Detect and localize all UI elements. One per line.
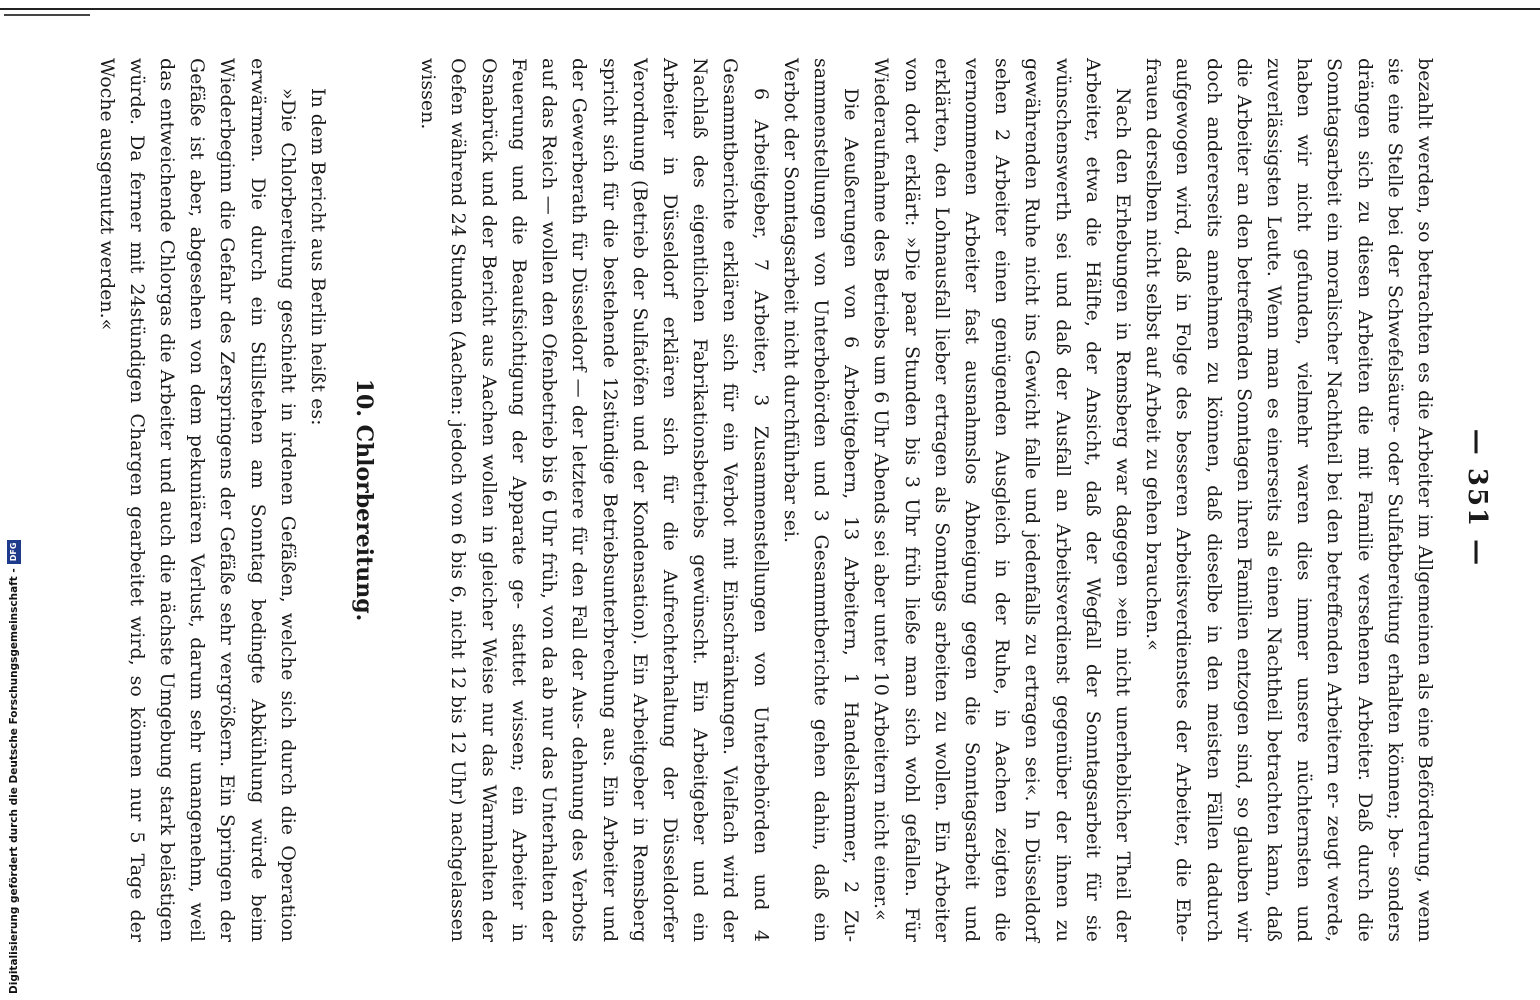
- credit-text: Digitalisierung gefördert durch die Deutsche Forschungsgemeinschaft -: [8, 568, 20, 994]
- dfg-logo: DFG: [7, 540, 21, 565]
- scanned-page: [70, 18, 1510, 978]
- section-heading: 10. Chlorbereitung.: [351, 378, 378, 622]
- section-quote: »Die Chlorbereitung geschieht in irdenen Gefäßen, welche sich durch die Operation erwärmen. Die durch ein Stillstehen am Sonntag bedingte Abkühlung würde beim Wiederbeginn die Gefahr des Zerspringens der Gefäße sehr vergrößern. Ein Springen der Gefäße ist aber, abgesehen von dem pekuniären Verlust, darum sehr unangenehm, weil das entweichende Chlorgas die Arbeiter und auch die nächste Umgebung stark belästigen würde. Da ferner mit 24stündigen Chargen gearbeitet wird, so können nur 5 Tage der Woche ausgenutzt werden.«: [95, 58, 299, 942]
- paragraph-2: Nach den Erhebungen in Remsberg war dagegen »ein nicht unerheblicher Theil der Arbeiter, etwa die Hälfte, der Ansicht, daß der Wegfall der Sonntagsarbeit für sie wünschenswerth sei und daß der Ausfall an Arbeitsverdienst gegenüber der ihnen zu gewährenden Ruhe nicht ins Gewicht falle und jedenfalls zu ertragen sei«. In Düsseldorf sehen 2 Arbeiter einen genügenden Ausgleich in der Ruhe, in Aachen zeigten die vernommenen Arbeiter fast ausnahmslos Abneigung gegen die Sonntagsarbeit und erklärten, den Lohnausfall lieber ertragen als Sonntags arbeiten zu wollen. Ein Arbeiter von dort erklärt: »Die paar Stunden bis 3 Uhr früh ließe man sich wohl gefallen. Für Wiederaufnahme des Betriebs um 6 Uhr Abends sei aber unter 10 Arbeitern nicht einer.«: [870, 58, 1134, 942]
- paragraph-4: 6 Arbeitgeber, 7 Arbeiter, 3 Zusammenstellungen von Unterbehörden und 4 Gesammtberichte erklären sich für ein Verbot mit Einschränkungen. Vielfach wird der Nachlaß des eigentlichen Fabrikationsbetriebs gewünscht. Ein Arbeitgeber und ein Arbeiter in Düsseldorf erklären sich für die Aufrechterhaltung der Düsseldorfer Verordnung (Betrieb der Sulfatöfen und der Kondensation). Ein Arbeitgeber in Remsberg spricht sich für die bestehende 12stündige Betriebsunterbrechung aus. Ein Arbeiter und der Gewerberath für Düsseldorf — der letztere für den Fall der Aus- dehnung des Verbots auf das Reich — wollen den Ofenbetrieb bis 6 Uhr früh, von da ab nur das Unterhalten der Feuerung und die Beaufsichtigung der Apparate ge- stattet wissen; ein Arbeiter in Osnabrück und der Bericht aus Aachen wollen in gleicher Weise nur das Warmhalten der Oefen während 24 Stunden (Aachen: jedoch von 6 bis 6, nicht 12 bis 12 Uhr) nachgelassen wissen.: [417, 58, 772, 942]
- scan-top-edge: [0, 8, 1540, 10]
- section-intro: In dem Bericht aus Berlin heißt es:: [307, 88, 330, 426]
- paragraph-1: bezahlt werden, so betrachten es die Arbeiter im Allgemeinen als eine Beförderung, wenn sie eine Stelle bei der Schwefelsäure- oder Sulfatbereitung erhalten können; be- sonders drängen sich zu diesen Arbeiten die mit Familie versehenen Arbeiter. Daß durch die Sonntagsarbeit ein moralischer Nachtheil bei den betreffenden Arbeitern er- zeugt werde, haben wir nicht gefunden, vielmehr waren dies immer unsere nüchternsten und zuverlässigsten Leute. Wenn man es einerseits als einen Nachtheil betrachten kann, daß die Arbeiter an den betreffenden Sonntagen ihren Familien entzogen sind, so glauben wir doch andererseits annehmen zu können, daß dieselbe in den meisten Fällen dadurch aufgewogen wird, daß in Folge des besseren Arbeitsverdienstes der Arbeiter, die Ehe- frauen derselben nicht selbst auf Arbeit zu gehen brauchen.«: [1142, 58, 1436, 942]
- dfg-credit: [4, 542, 24, 994]
- page-number: — 351 —: [1462, 428, 1492, 568]
- page-body: [91, 18, 1440, 978]
- paragraph-3: Die Aeußerungen von 6 Arbeitgebern, 13 Arbeitern, 1 Handelskammer, 2 Zu- sammenstellungen von Unterbehörden und 3 Gesammtberichte gehen dahin, daß ein Verbot der Sonntagsarbeit nicht durchführbar sei.: [779, 58, 863, 942]
